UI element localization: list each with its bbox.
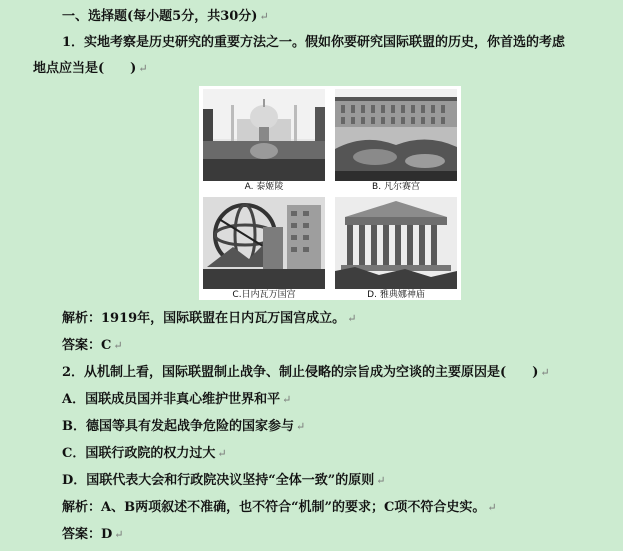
parthenon-photo <box>335 197 457 289</box>
geneva-armillary-sphere-photo <box>203 197 325 289</box>
photo-grid <box>199 86 461 300</box>
question-1-line-1: 1．实地考察是历史研究的重要方法之一。假如你要研究国际联盟的历史，你首选的考虑 <box>62 35 566 50</box>
analysis-2: 解析：A、B两项叙述不准确，也不符合“机制”的要求；C项不符合史实。 ↵ <box>62 500 497 515</box>
photo-caption-c: C.日内瓦万国宫 <box>232 290 296 300</box>
photo-caption-a: A. 泰姬陵 <box>244 182 284 192</box>
analysis-1: 解析：1919年，国际联盟在日内瓦万国宫成立。 ↵ <box>62 311 357 326</box>
return-mark-icon: ↵ <box>113 339 123 352</box>
versailles-palace-photo <box>335 89 457 181</box>
taj-mahal-photo <box>203 89 325 181</box>
question-1-line-2: 地点应当是( ) ↵ <box>33 61 148 76</box>
answer-2: 答案：D ↵ <box>62 527 124 542</box>
photo-caption-d: D. 雅典娜神庙 <box>367 290 425 300</box>
return-mark-icon: ↵ <box>540 366 550 379</box>
answer-1: 答案：C ↵ <box>62 338 123 353</box>
return-mark-icon: ↵ <box>296 420 306 433</box>
return-mark-icon: ↵ <box>259 10 269 23</box>
section-heading: 一、选择题(每小题5分，共30分) ↵ <box>62 9 269 24</box>
return-mark-icon: ↵ <box>282 393 292 406</box>
question-2-stem: 2．从机制上看，国际联盟制止战争、制止侵略的宗旨成为空谈的主要原因是( ) ↵ <box>62 365 550 380</box>
return-mark-icon: ↵ <box>114 528 124 541</box>
return-mark-icon: ↵ <box>138 62 148 75</box>
return-mark-icon: ↵ <box>217 447 227 460</box>
return-mark-icon: ↵ <box>347 312 357 325</box>
option-c: C．国联行政院的权力过大 ↵ <box>62 446 227 461</box>
option-a: A．国联成员国并非真心维护世界和平 ↵ <box>62 392 292 407</box>
return-mark-icon: ↵ <box>376 474 386 487</box>
photo-caption-b: B. 凡尔赛宫 <box>372 182 420 192</box>
option-d: D．国联代表大会和行政院决议坚持“全体一致”的原则 ↵ <box>62 473 386 488</box>
return-mark-icon: ↵ <box>487 501 497 514</box>
option-b: B．德国等具有发起战争危险的国家参与 ↵ <box>62 419 306 434</box>
